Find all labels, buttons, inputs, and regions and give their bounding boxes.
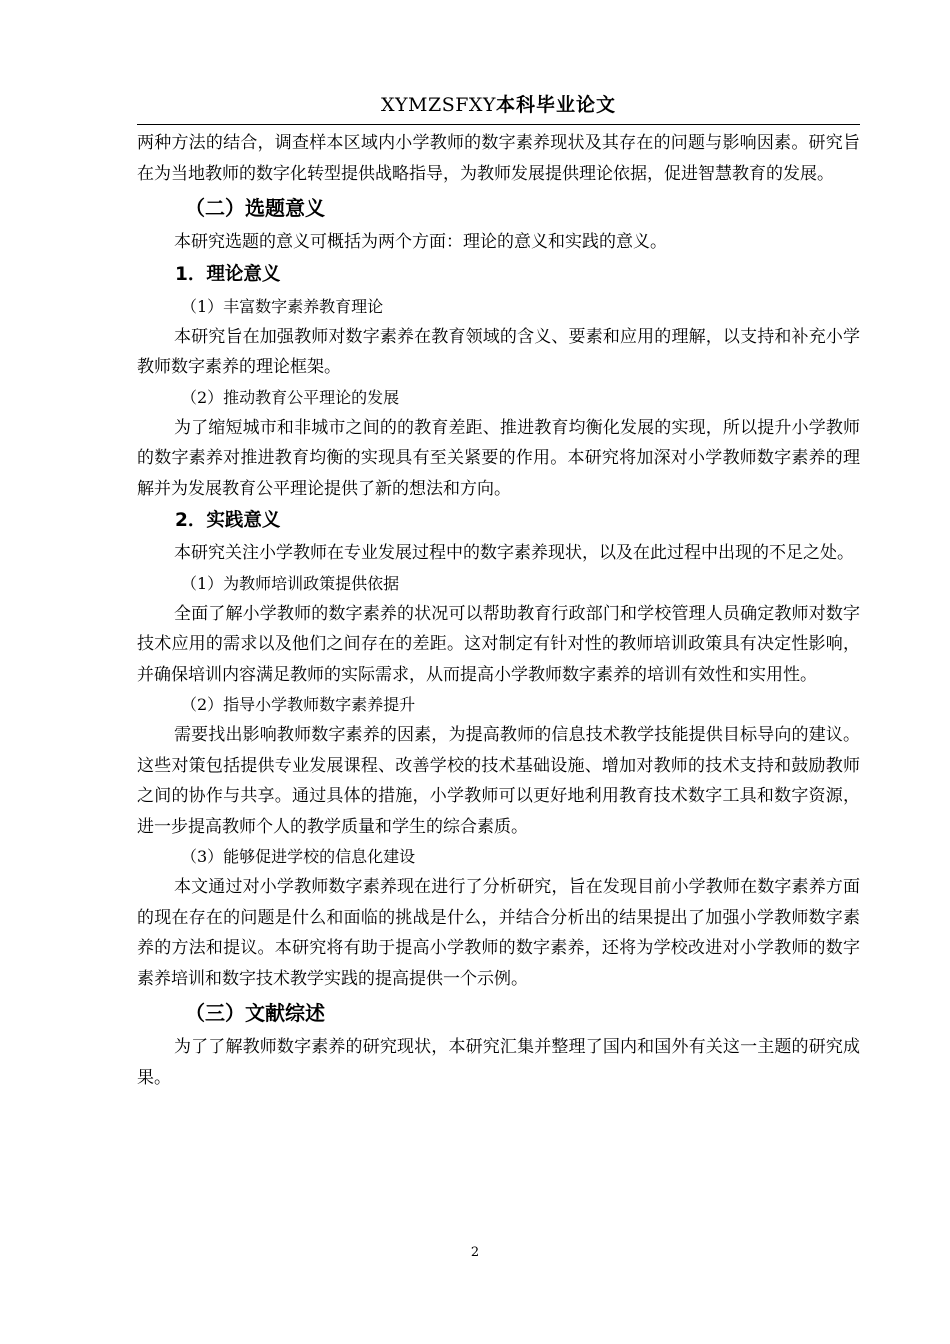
paragraph: 两种方法的结合，调查样本区域内小学教师的数字素养现状及其存在的问题与影响因素。研究旨在为当地教师的数字化转型提供战略指导，为教师发展提供理论依据，促进智慧教育的发展。 <box>137 133 860 184</box>
paragraph: 为了缩短城市和非城市之间的的教育差距、推进教育均衡化发展的实现，所以提升小学教师的数字素养对推进教育均衡的实现具有至关紧要的作用。本研究将加深对小学教师数字素养的理解并为发展教育公平理论提供了新的想法和方向。 <box>137 417 860 499</box>
paragraph: 本文通过对小学教师数字素养现在进行了分析研究，旨在发现目前小学教师在数字素养方面的现在存在的问题是什么和面临的挑战是什么，并结合分析出的结果提出了加强小学教师数字素养的方法和提议。本研究将有助于提高小学教师的数字素养，还将为学校改进对小学教师的数字素养培训和数字技术教学实践的提高提供一个示例。 <box>137 877 860 989</box>
header-title: 本科毕业论文 <box>495 94 616 116</box>
item-heading: （1）丰富数字素养教育理论 <box>181 296 384 316</box>
item-heading: （3）能够促进学校的信息化建设 <box>181 847 416 866</box>
item-heading: （2）推动教育公平理论的发展 <box>181 387 400 407</box>
subsection-heading: 1．理论意义 <box>175 263 281 285</box>
item-heading: （1）为教师培训政策提供依据 <box>181 573 400 593</box>
paragraph: 本研究旨在加强教师对数字素养在教育领域的含义、要素和应用的理解，以支持和补充小学教师数字素养的理论框架。 <box>137 326 860 377</box>
paragraph: 本研究关注小学教师在专业发展过程中的数字素养现状，以及在此过程中出现的不足之处。 <box>174 543 854 563</box>
body-text <box>137 128 860 1093</box>
paragraph: 全面了解小学教师的数字素养的状况可以帮助教育行政部门和学校管理人员确定教师对数字技术应用的需求以及他们之间存在的差距。这对制定有针对性的教师培训政策具有决定性影响，并确保培训内容满足教师的实际需求，从而提高小学教师数字素养的培训有效性和实用性。 <box>137 603 860 685</box>
subsection-heading: 2．实践意义 <box>175 510 281 531</box>
section-heading: （二）选题意义 <box>185 196 325 220</box>
section-heading: （三）文献综述 <box>185 1001 325 1025</box>
header-latin: XYMZSFXY <box>380 94 496 116</box>
header-rule <box>137 124 860 125</box>
paragraph: 本研究选题的意义可概括为两个方面：理论的意义和实践的意义。 <box>174 232 667 252</box>
paragraph: 需要找出影响教师数字素养的因素，为提高教师的信息技术教学技能提供目标导向的建议。这些对策包括提供专业发展课程、改善学校的技术基础设施、增加对教师的技术支持和鼓励教师之间的协作与共享。通过具体的措施，小学教师可以更好地利用教育技术数字工具和数字资源，进一步提高教师个人的教学质量和学生的综合素质。 <box>137 725 860 837</box>
paragraph: 为了了解教师数字素养的研究现状，本研究汇集并整理了国内和国外有关这一主题的研究成果。 <box>137 1037 860 1088</box>
item-heading: （2）指导小学教师数字素养提升 <box>181 695 416 714</box>
running-header <box>137 88 860 122</box>
page-number: 2 <box>470 1245 480 1260</box>
